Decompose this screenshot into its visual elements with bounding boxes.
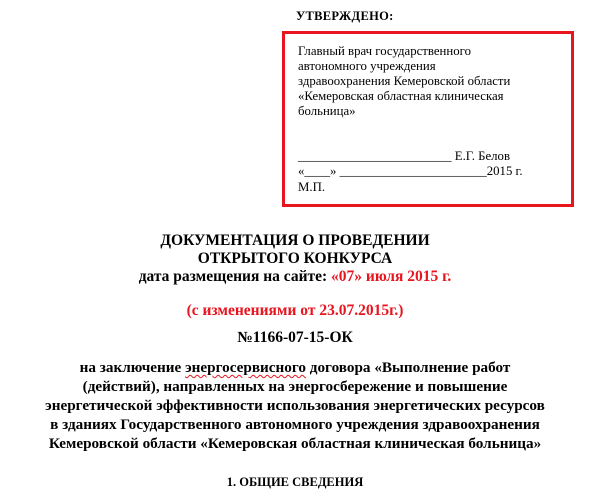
section-heading: 1. ОБЩИЕ СВЕДЕНИЯ <box>226 475 364 489</box>
subject-line3: энергетической эффективности использования энергетических ресурсов <box>45 397 545 414</box>
document-title-line1: ДОКУМЕНТАЦИЯ О ПРОВЕДЕНИИ <box>160 232 430 249</box>
document-number: №1166-07-15-ОК <box>237 329 353 346</box>
approval-line: здравоохранения Кемеровской области <box>298 74 511 88</box>
approval-line: автономного учреждения <box>298 59 436 73</box>
subject-line1-suffix: договора «Выполнение работ <box>305 359 511 376</box>
approval-line: Главный врач государственного <box>298 44 471 58</box>
seal-mark: М.П. <box>298 180 326 194</box>
document-title-line2: ОТКРЫТОГО КОНКУРСА <box>197 250 393 267</box>
spellcheck-flagged-word: энергосервисного <box>185 359 306 376</box>
approval-date-line: «____» _______________________2015 г. <box>298 164 523 178</box>
approval-heading: УТВЕРЖДЕНО: <box>296 9 394 23</box>
approval-line: «Кемеровская областная клиническая <box>298 89 504 103</box>
subject-line5: Кемеровской области «Кемеровская областная клиническая больница» <box>48 435 542 452</box>
subject-line1-prefix: на заключение <box>79 359 186 376</box>
approval-box <box>282 31 574 207</box>
posting-date-value: «07» июля 2015 г. <box>331 268 452 285</box>
approval-line: больница» <box>298 104 356 118</box>
posting-date-label: дата размещения на сайте: <box>138 268 332 285</box>
subject-line2: (действий), направленных на энергосбережение и повышение <box>82 378 508 395</box>
posting-date-line <box>0 268 590 286</box>
subject-line1 <box>0 359 590 378</box>
amendment-note: (с изменениями от 23.07.2015г.) <box>186 302 404 319</box>
signature-line: ________________________ Е.Г. Белов <box>298 149 510 163</box>
subject-line4: в зданиях Государственного автономного учреждения здравоохранения <box>50 416 540 433</box>
